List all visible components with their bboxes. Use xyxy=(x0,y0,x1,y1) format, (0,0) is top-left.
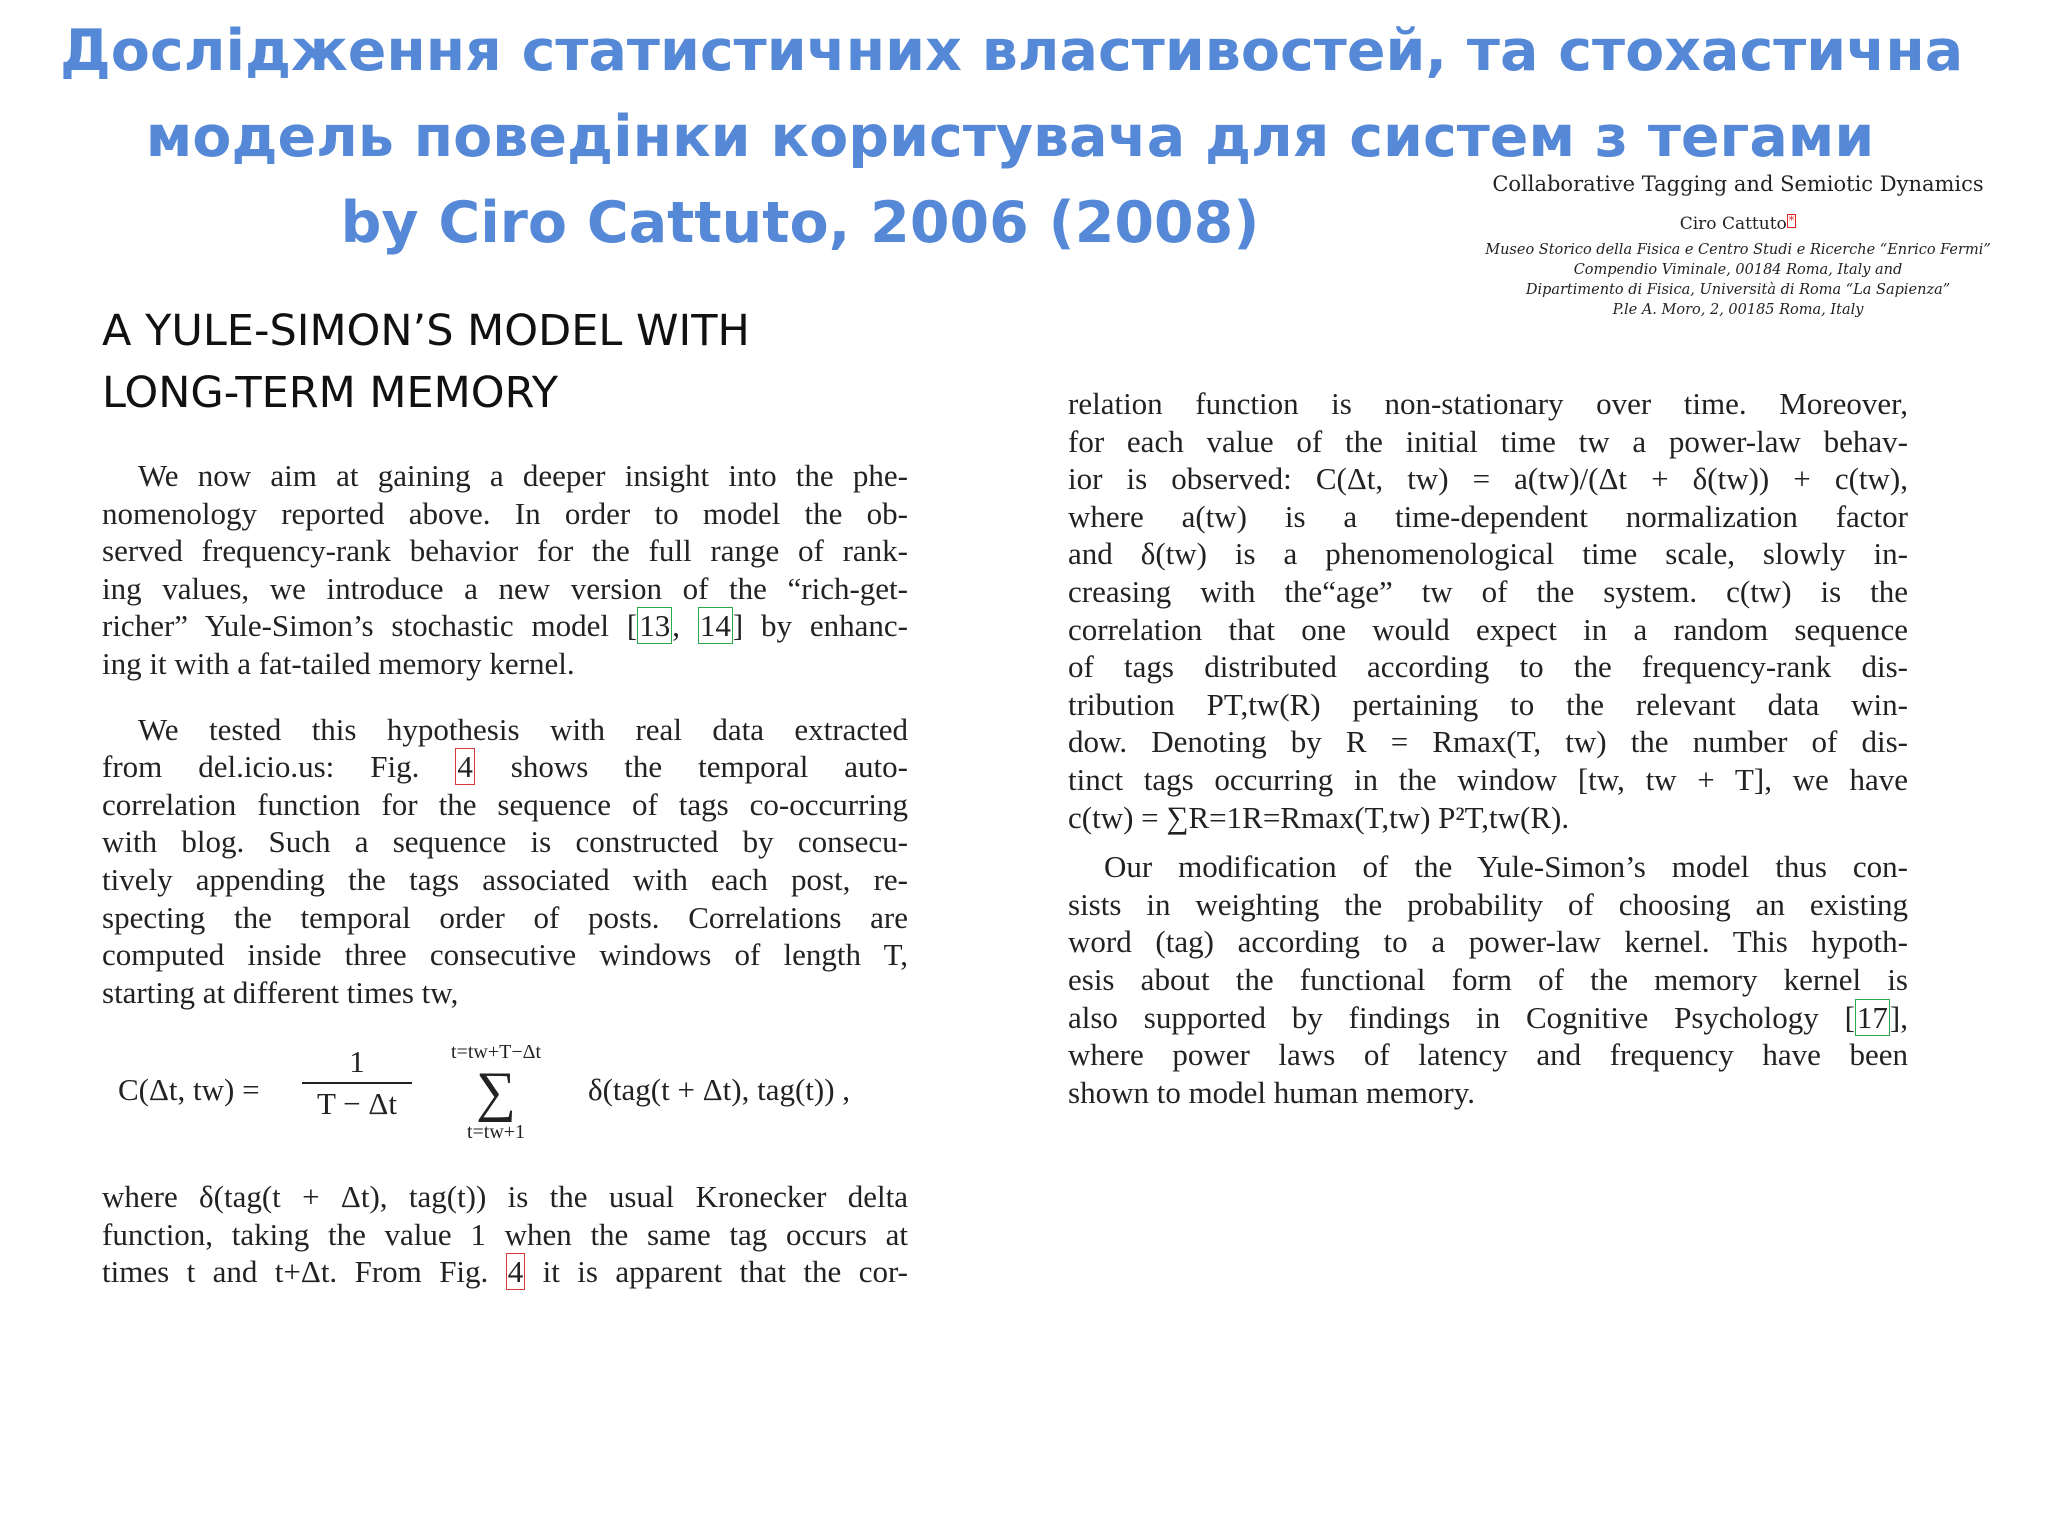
affiliation-line: Dipartimento di Fisica, Università di Roma “La Sapienza” xyxy=(1525,282,1951,298)
citation-link[interactable]: 13 xyxy=(639,608,671,644)
text-line: nomenology reported above. In order to model the ob- xyxy=(102,495,908,531)
text-line: starting at different times tw, xyxy=(102,974,459,1010)
text-line: tribution PT,tw(R) pertaining to the relevant data win- xyxy=(1068,686,1908,722)
slide-title-line-3: by Ciro Cattuto, 2006 (2008) xyxy=(340,190,1260,256)
text-line: served frequency-rank behavior for the full range of rank- xyxy=(102,533,908,569)
text-line-with-refs: richer” Yule-Simon’s stochastic model [13, 14] by enhanc- xyxy=(102,608,908,644)
paper-header-image xyxy=(1448,172,2028,320)
section-heading-line-1: A YULE-SIMON’S MODEL WITH xyxy=(102,306,750,356)
affiliation-line: Compendio Viminale, 00184 Roma, Italy and xyxy=(1573,262,1903,278)
formula-lhs: C(Δt, tw) = xyxy=(118,1072,260,1107)
slide-title-line-2: модель поведінки користувача для систем з тегами xyxy=(145,104,1875,170)
sum-lower-limit: t=tw+1 xyxy=(466,1121,526,1143)
text-line: for each value of the initial time tw a power-law behav- xyxy=(1068,423,1908,459)
text-line: of tags distributed according to the frequency-rank dis- xyxy=(1068,649,1908,685)
text-line-with-refs: times t and t+Δt. From Fig. 4 it is apparent that the cor- xyxy=(102,1254,908,1290)
text-line: We tested this hypothesis with real data extracted xyxy=(138,711,908,747)
text-line: sists in weighting the probability of choosing an existing xyxy=(1068,886,1908,922)
autocorrelation-formula xyxy=(118,1040,908,1150)
text-line: ior is observed: C(Δt, tw) = a(tw)/(Δt + δ(tw)) + c(tw), xyxy=(1068,461,1908,497)
figure-link[interactable]: 4 xyxy=(457,749,473,785)
slide-title-line-1: Дослідження статистичних властивостей, та стохастична xyxy=(60,18,1964,84)
text-line: ing it with a fat-tailed memory kernel. xyxy=(102,645,575,681)
text-line: where a(tw) is a time-dependent normalization factor xyxy=(1068,498,1908,534)
formula-numerator: 1 xyxy=(302,1044,412,1084)
text-line: esis about the functional form of the memory kernel is xyxy=(1068,961,1908,997)
citation-link[interactable]: 17 xyxy=(1856,999,1888,1035)
text-line: We now aim at gaining a deeper insight into the phe- xyxy=(138,458,908,493)
paper-title: Collaborative Tagging and Semiotic Dynamics xyxy=(1492,172,1984,196)
affiliation-line: P.le A. Moro, 2, 00185 Roma, Italy xyxy=(1612,302,1864,318)
paragraph-2 xyxy=(102,711,908,1012)
text-line: Our modification of the Yule-Simon’s model thus con- xyxy=(1104,849,1908,885)
paragraph-4 xyxy=(1068,385,1908,836)
formula-denominator: T − Δt xyxy=(317,1086,397,1121)
right-text-column xyxy=(1068,385,1908,1111)
text-line-with-refs: from del.icio.us: Fig. 4 shows the temporal auto- xyxy=(102,749,908,785)
sum-symbol: ∑ xyxy=(476,1061,516,1123)
text-line: correlation that one would expect in a random sequence xyxy=(1068,611,1908,647)
figure-link[interactable]: 4 xyxy=(507,1254,524,1290)
text-line: tinct tags occurring in the window [tw, tw + T], we have xyxy=(1068,761,1908,797)
text-line: creasing with the“age” tw of the system. c(tw) is the xyxy=(1068,573,1908,609)
text-line: correlation function for the sequence of tags co-occurring xyxy=(102,786,908,822)
affiliation-line: Museo Storico della Fisica e Centro Studi e Ricerche “Enrico Fermi” xyxy=(1485,242,1991,258)
formula-fraction xyxy=(302,1044,412,1122)
text-line: computed inside three consecutive windows of length T, xyxy=(102,937,908,973)
text-line: tively appending the tags associated with each post, re- xyxy=(102,861,908,897)
text-line: c(tw) = ∑R=1R=Rmax(T,tw) P²T,tw(R). xyxy=(1068,799,1570,835)
text-line: specting the temporal order of posts. Correlations are xyxy=(102,899,908,935)
sum-upper-limit: t=tw+T−Δt xyxy=(450,1041,542,1063)
text-line: ing values, we introduce a new version of the “rich-get- xyxy=(102,570,908,606)
section-heading-line-2: LONG-TERM MEMORY xyxy=(102,368,559,418)
formula-rhs: δ(tag(t + Δt), tag(t)) , xyxy=(588,1072,851,1107)
citation-link[interactable]: 14 xyxy=(699,608,731,644)
text-line: dow. Denoting by R = Rmax(T, tw) the number of dis- xyxy=(1068,724,1908,760)
text-line: where δ(tag(t + Δt), tag(t)) is the usual Kronecker delta xyxy=(102,1179,908,1214)
formula-sum xyxy=(416,1040,576,1144)
paper-author-name: Ciro Cattuto xyxy=(1679,214,1787,234)
text-line: where power laws of latency and frequency have been xyxy=(1068,1037,1908,1073)
text-line: with blog. Such a sequence is constructed by consecu- xyxy=(102,824,908,860)
text-line: word (tag) according to a power-law kernel. This hypoth- xyxy=(1068,924,1908,960)
paragraph-5 xyxy=(1068,848,1908,1111)
footnote-mark: * xyxy=(1788,214,1795,227)
text-line: and δ(tw) is a phenomenological time scale, slowly in- xyxy=(1068,536,1908,572)
section-heading xyxy=(102,300,802,424)
text-line-with-refs: also supported by findings in Cognitive Psychology [17], xyxy=(1068,999,1908,1035)
left-text-column-bottom xyxy=(102,1178,908,1291)
paragraph-3 xyxy=(102,1178,908,1291)
paragraph-1 xyxy=(102,457,908,683)
left-text-column xyxy=(102,457,908,1011)
text-line: function, taking the value 1 when the same tag occurs at xyxy=(102,1216,908,1252)
text-line: shown to model human memory. xyxy=(1068,1074,1475,1110)
paper-author xyxy=(1448,214,2028,234)
text-line: relation function is non-stationary over time. Moreover, xyxy=(1068,386,1908,421)
